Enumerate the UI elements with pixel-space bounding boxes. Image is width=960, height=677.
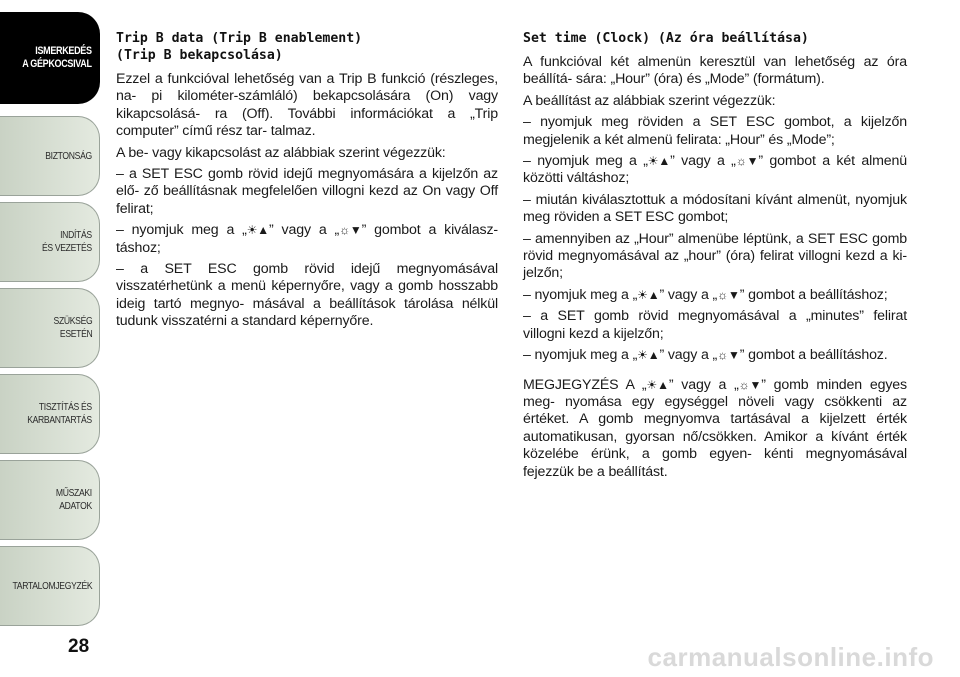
text-span: – nyomjuk meg a „ (523, 153, 648, 170)
chapter-sidebar (0, 0, 102, 677)
tab-label: INDÍTÁS ÉS VEZETÉS (42, 229, 92, 254)
tab-szukseg[interactable] (0, 288, 100, 368)
paragraph: – nyomjuk meg röviden a SET ESC gombot, a kijelzőn megjelenik a két almenü felirata: „Hour” és „Mode”; (523, 114, 907, 148)
tab-ismerkedes[interactable] (0, 12, 100, 104)
down-button-icon: ☼▼ (735, 154, 759, 169)
up-button-icon: ☀▲ (637, 287, 660, 302)
paragraph (523, 287, 907, 304)
text-span: ” vagy a „ (668, 376, 739, 393)
tab-muszaki[interactable] (0, 460, 100, 540)
text-span: ” gombot a két almenü közötti váltáshoz; (523, 153, 907, 187)
tab-biztonsag[interactable] (0, 116, 100, 196)
tab-label: MŰSZAKI ADATOK (56, 487, 92, 512)
right-column (523, 30, 907, 485)
paragraph: A be- vagy kikapcsolást az alábbiak szerint végezzük: (116, 144, 446, 161)
paragraph: A funkcióval két almenün keresztül van lehetőség az óra beállítá- sára: „Hour” (óra) és „Mode” (formátum). (523, 54, 907, 88)
text-span: – nyomjuk meg a „ (523, 347, 638, 364)
section-heading-set-time: Set time (Clock) (Az óra beállítása) (523, 31, 809, 46)
down-button-icon: ☼▼ (717, 348, 740, 363)
tab-label: BIZTONSÁG (45, 149, 92, 162)
heading-line: (Trip B bekapcsolása) (116, 48, 283, 63)
up-button-icon: ☀▲ (646, 377, 669, 392)
paragraph: – a SET ESC gomb rövid idejű megnyomására a kijelzőn az elő- ző beállításnak megfelelően villogni kezd az On vagy Off felirat; (116, 166, 498, 217)
text-span: ” vagy a „ (670, 153, 736, 170)
text-span: ” vagy a „ (659, 347, 718, 364)
paragraph (116, 222, 498, 257)
text-span: ” gombot a beállításhoz. (739, 347, 888, 364)
text-span: ” gombot a kiválasz- táshoz; (116, 222, 499, 256)
page-number: 28 (68, 636, 90, 657)
tab-inditas[interactable] (0, 202, 100, 282)
paragraph (523, 153, 907, 188)
down-button-icon: ☼▼ (339, 223, 362, 238)
text-span: ” vagy a „ (659, 286, 718, 303)
text-span: – nyomjuk meg a „ (523, 286, 638, 303)
tab-tisztitas[interactable] (0, 374, 100, 454)
tab-label: SZÜKSÉG ESETÉN (53, 315, 92, 340)
heading-line: Trip B data (Trip B enablement) (116, 31, 363, 46)
section-heading-trip-b (116, 30, 498, 64)
watermark: carmanualsonline.info (647, 642, 934, 672)
text-span: – nyomjuk meg a „ (116, 222, 247, 239)
up-button-icon: ☀▲ (246, 223, 270, 238)
text-span: ” gombot a beállításhoz; (739, 286, 888, 303)
paragraph: Ezzel a funkcióval lehetőség van a Trip B funkció (részleges, na- pi kilométer-számláló) bekapcsolására (On) vagy kikapcsolásá- ra (Off). További információkat a „Trip computer” című rész tar- talmaz. (116, 71, 498, 140)
paragraph: – amennyiben az „Hour” almenübe léptünk, a SET ESC gomb rövid megnyomásával az „hour” (óra) felirat villogni kezd a ki- jelzőn; (523, 230, 907, 282)
up-button-icon: ☀▲ (637, 348, 660, 363)
paragraph: A beállítást az alábbiak szerint végezzük: (523, 92, 776, 109)
paragraph (523, 347, 907, 364)
note-paragraph (523, 377, 907, 481)
left-column (116, 30, 498, 335)
text-span: ” gomb minden egyes meg- nyomása egy egységgel növeli vagy csökkenti az értéket. A gomb megnyomva tartásával a kijelzett érték automatikusan, gyorsan nő/csökken. Amikor a kívánt érték közelébe érünk, a gomb egyen- kénti megnyomásával fejezzük be a beállítást. (523, 376, 907, 480)
tab-label: TARTALOMJEGYZÉK (12, 579, 92, 592)
down-button-icon: ☼▼ (738, 377, 762, 392)
tab-label: ISMERKEDÉS A GÉPKOCSIVAL (22, 45, 92, 70)
tab-label: TISZTÍTÁS ÉS KARBANTARTÁS (27, 401, 92, 426)
paragraph: – a SET gomb rövid megnyomásával a „minutes” felirat villogni kezd a kijelzőn; (523, 308, 907, 342)
paragraph: – a SET ESC gomb rövid idejű megnyomásával visszatérhetünk a menü képernyőre, vagy a gomb hosszabb ideig tartó megnyo- másával a beállítások tárolása nélkül tudunk visszatérni a standard képernyőre. (116, 261, 498, 330)
text-span: MEGJEGYZÉS A „ (523, 376, 647, 393)
text-span: ” vagy a „ (269, 222, 340, 239)
tab-tartalomjegyzek[interactable] (0, 546, 100, 626)
up-button-icon: ☀▲ (647, 154, 671, 169)
down-button-icon: ☼▼ (717, 287, 740, 302)
paragraph: – miután kiválasztottuk a módosítani kívánt almenüt, nyomjuk meg röviden a SET ESC gombot; (523, 191, 907, 226)
